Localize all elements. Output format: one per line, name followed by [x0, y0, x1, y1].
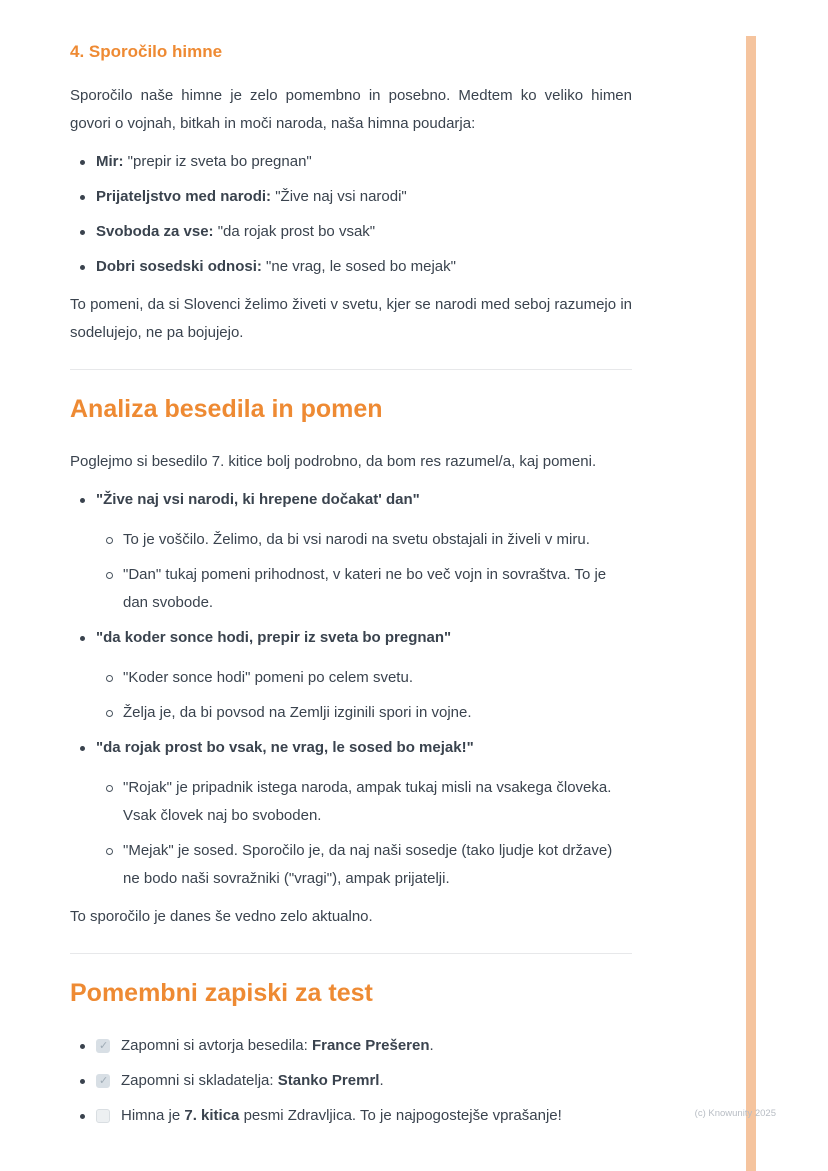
analiza-item-title: "da rojak prost bo vsak, ne vrag, le sosed bo mejak!" — [96, 739, 474, 756]
bullet-lead: Svoboda za vse: — [96, 223, 214, 240]
paragraph-sporocilo-outro: To pomeni, da si Slovenci želimo živeti v svetu, kjer se narodi med seboj razumejo in sodelujejo, ne pa bojujejo. — [70, 296, 632, 341]
test-checklist — [70, 1032, 632, 1130]
text-segment-bold: Stanko Premrl — [277, 1072, 380, 1089]
checklist-row — [96, 1032, 632, 1060]
analiza-subitem: To je voščilo. Želimo, da bi vsi narodi na svetu obstajali in živeli v miru. — [123, 526, 632, 554]
checkbox-icon[interactable] — [96, 1109, 110, 1123]
checklist-row — [96, 1067, 632, 1095]
bullet-text: "Žive naj vsi narodi" — [271, 188, 407, 205]
analiza-item-1 — [96, 486, 632, 617]
checklist-item-kitica — [96, 1102, 632, 1130]
text-segment: Himna je — [121, 1107, 185, 1124]
analiza-subitem: "Koder sonce hodi" pomeni po celem svetu. — [123, 664, 632, 692]
checklist-text — [121, 1102, 562, 1130]
sporocilo-bullet-list — [70, 148, 632, 281]
section-heading-analiza: Analiza besedila in pomen — [70, 395, 383, 423]
checklist-item-skladatelj — [96, 1067, 632, 1095]
analiza-sublist-3 — [96, 774, 632, 893]
list-item-mir — [96, 148, 632, 176]
paragraph-sporocilo-intro: Sporočilo naše himne je zelo pomembno in posebno. Medtem ko veliko himen govori o vojnah, bitkah in moči naroda, naša himna poudarja: — [70, 87, 632, 132]
list-item-sosedski-odnosi — [96, 253, 632, 281]
analiza-subitem: "Mejak" je sosed. Sporočilo je, da naj naši sosedje (tako ljudje kot države) ne bodo naši sovražniki ("vragi"), ampak prijatelji. — [123, 837, 632, 893]
text-segment-bold: France Prešeren — [311, 1037, 430, 1054]
text-segment: Zapomni si avtorja besedila: — [121, 1037, 312, 1054]
bullet-text: "prepir iz sveta bo pregnan" — [123, 153, 312, 170]
text-segment-bold: 7. kitica — [184, 1107, 240, 1124]
bullet-lead: Prijateljstvo med narodi: — [96, 188, 272, 205]
checklist-text — [121, 1032, 434, 1060]
list-item-prijateljstvo — [96, 183, 632, 211]
list-item-svoboda — [96, 218, 632, 246]
copyright-footer: (c) Knowunity 2025 — [694, 1108, 776, 1119]
checkbox-icon[interactable] — [96, 1039, 110, 1053]
page-edge-stripe — [746, 36, 756, 1171]
checklist-text — [121, 1067, 384, 1095]
checklist-row — [96, 1102, 632, 1130]
text-segment: . — [429, 1037, 434, 1054]
analiza-item-2 — [96, 624, 632, 727]
analiza-item-title: "Žive naj vsi narodi, ki hrepene dočakat' dan" — [96, 491, 420, 508]
analiza-list — [70, 486, 632, 893]
analiza-sublist-2 — [96, 664, 632, 727]
analiza-subitem: "Dan" tukaj pomeni prihodnost, v kateri ne bo več vojn in sovraštva. To je dan svobode. — [123, 561, 632, 617]
analiza-item-3 — [96, 734, 632, 893]
analiza-subitem: Želja je, da bi povsod na Zemlji izginili spori in vojne. — [123, 699, 632, 727]
analiza-sublist-1 — [96, 526, 632, 617]
section-divider — [70, 369, 632, 370]
paragraph-analiza-outro: To sporočilo je danes še vedno zelo aktualno. — [70, 908, 373, 925]
text-segment: Zapomni si skladatelja: — [121, 1072, 278, 1089]
bullet-text: "ne vrag, le sosed bo mejak" — [261, 258, 456, 275]
text-segment: . — [379, 1072, 384, 1089]
paragraph-analiza-intro: Poglejmo si besedilo 7. kitice bolj podrobno, da bom res razumel/a, kaj pomeni. — [70, 453, 597, 470]
bullet-text: "da rojak prost bo vsak" — [213, 223, 376, 240]
page-content — [70, 42, 632, 1140]
bullet-lead: Mir: — [96, 153, 124, 170]
bullet-lead: Dobri sosedski odnosi: — [96, 258, 262, 275]
section-heading-zapiski: Pomembni zapiski za test — [70, 979, 373, 1007]
analiza-subitem: "Rojak" je pripadnik istega naroda, ampak tukaj misli na vsakega človeka. Vsak človek naj bo svoboden. — [123, 774, 632, 830]
analiza-item-title: "da koder sonce hodi, prepir iz sveta bo pregnan" — [96, 629, 452, 646]
checklist-item-avtor — [96, 1032, 632, 1060]
section-heading-sporocilo-himne: 4. Sporočilo himne — [70, 42, 223, 61]
text-segment: pesmi Zdravljica. To je najpogostejše vprašanje! — [239, 1107, 562, 1124]
section-divider — [70, 953, 632, 954]
checkbox-icon[interactable] — [96, 1074, 110, 1088]
